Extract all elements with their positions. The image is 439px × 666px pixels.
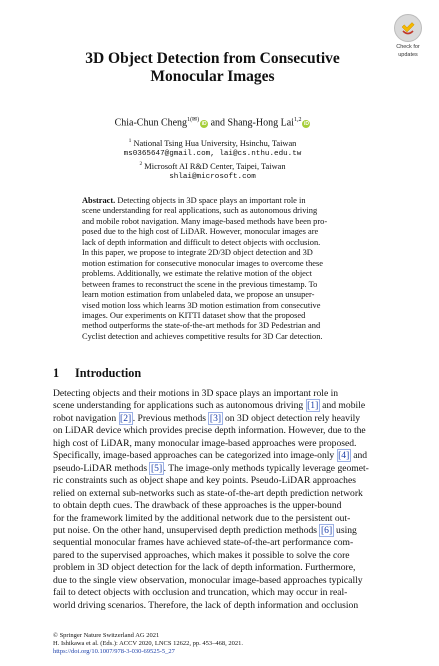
body-text <box>53 388 386 612</box>
copyright-footnote <box>53 632 393 656</box>
body-text-span: and mobile <box>319 400 366 412</box>
copyright-line: © Springer Nature Switzerland AG 2021 <box>53 632 160 639</box>
body-line <box>53 600 386 612</box>
paper-title <box>40 50 385 86</box>
citation-link[interactable]: [4] <box>338 450 350 462</box>
citation-link[interactable]: [5] <box>150 462 163 474</box>
body-text-span: put noise. On the other hand, unsupervised depth prediction methods <box>53 524 320 536</box>
body-text-span: high cost of LiDAR, many monocular image-based approaches were proposed. <box>53 437 357 449</box>
abstract-line: Cyclist detection and achieves competitive results for 3D Car detection. <box>82 331 323 341</box>
citation-link[interactable]: [3] <box>209 412 222 424</box>
body-text-span: ric constraints such as object shape and key points. Pseudo-LiDAR approaches <box>53 475 356 487</box>
abstract-line: images. Our experiments on KITTI dataset show that the proposed <box>82 310 306 320</box>
body-text-span: sequential monocular frames have achieved state-of-the-art performance com- <box>53 537 354 549</box>
body-text-span: on 3D object detection rely heavily <box>222 412 361 424</box>
body-text-span: to obtain depth cues. The drawback of these approaches is the upper-bound <box>53 500 342 512</box>
author-name: Chia-Chun Cheng <box>114 117 188 129</box>
affiliation-email: shlai@microsoft.com <box>169 173 256 182</box>
body-text-span: on LiDAR device which provides precise depth information. However, due to the <box>53 425 366 437</box>
abstract-line: vised motion loss which learns 3D motion estimation from consecutive <box>82 300 321 310</box>
abstract-line: problems. Additionally, we estimate the relative motion of the object <box>82 269 312 279</box>
author-conjunction: and <box>208 117 228 129</box>
body-text-span: . The image-only methods typically leverage geomet- <box>163 462 369 474</box>
body-text-span: and <box>350 450 368 462</box>
body-line <box>53 525 386 537</box>
body-text-span: pared to the supervised approaches, which makes it possible to solve the core <box>53 549 350 561</box>
abstract-line: lack of depth information and difficult to detect objects with occlusion. <box>82 237 321 247</box>
body-line <box>53 413 386 425</box>
citation-link[interactable]: [2] <box>120 412 132 424</box>
abstract-line: scene understanding for real applications, such as autonomous driving <box>82 206 318 216</box>
abstract-line <box>82 196 371 206</box>
body-line <box>53 488 386 500</box>
body-line <box>53 450 386 462</box>
abstract <box>82 196 371 342</box>
abstract-line: In this paper, we propose to integrate 2D/3D object detection and 3D <box>82 248 313 258</box>
author-list <box>40 114 385 129</box>
affiliation-text: Microsoft AI R&D Center, Taipei, Taiwan <box>142 162 286 171</box>
abstract-label: Abstract. <box>82 196 116 205</box>
body-line <box>53 550 386 562</box>
badge-line1: Check for <box>396 44 420 50</box>
abstract-line: between frames to reconstruct the scene in the previous timestamp. To <box>82 279 318 289</box>
title-line2: Monocular Images <box>150 68 275 85</box>
abstract-line: motion estimation for consecutive monocular images to overcome these <box>82 258 323 268</box>
citation-link[interactable]: [1] <box>307 400 319 412</box>
check-for-updates-badge[interactable] <box>391 14 425 64</box>
section-title: Introduction <box>75 366 142 380</box>
body-text-span: Detecting objects and their motions in 3D space plays an important role in <box>53 388 339 399</box>
proceedings-line: H. Ishikawa et al. (Eds.): ACCV 2020, LNCS 12622, pp. 453–468, 2021. <box>53 640 243 647</box>
body-line <box>53 537 386 549</box>
author-superscript: 1(✉) <box>187 117 200 123</box>
orcid-icon[interactable]: iD <box>303 121 309 128</box>
abstract-line: method outperforms the state-of-the-art methods for 3D Pedestrian and <box>82 321 321 331</box>
body-text-span: using <box>333 524 357 536</box>
body-text-span: problem in 3D object detection for the lack of depth information. Furthermore, <box>53 562 356 574</box>
affiliation-1 <box>40 136 385 149</box>
body-text-span: world driving scenarios. Therefore, the lack of depth information and occlusion <box>53 599 359 611</box>
affiliation-number: 1 <box>128 138 132 144</box>
body-text-span: fail to detect objects with occlusion and truncation, which may occur in real- <box>53 587 348 599</box>
body-line <box>53 587 386 599</box>
body-text-span: Specifically, image-based approaches can be categorized into image-only <box>53 450 337 462</box>
body-line <box>53 575 386 587</box>
abstract-line: posed due to the high cost of LiDAR. However, monocular images are <box>82 227 319 237</box>
title-line1: 3D Object Detection from Consecutive <box>85 50 340 67</box>
body-line <box>53 425 386 437</box>
body-line <box>53 562 386 574</box>
body-text-span: scene understanding for applications such as autonomous driving <box>53 400 306 412</box>
affiliation-text: National Tsing Hua University, Hsinchu, Taiwan <box>131 138 297 148</box>
check-for-updates-icon <box>394 14 422 42</box>
body-line <box>53 388 386 400</box>
abstract-line: learn motion estimation from unlabeled data, we propose an unsuper- <box>82 290 315 300</box>
section-number: 1 <box>53 366 60 380</box>
body-line <box>53 475 386 487</box>
affiliation-number: 2 <box>139 161 143 168</box>
affiliations <box>40 136 385 182</box>
section-heading <box>53 366 141 381</box>
abstract-line: and mobile robot navigation. Many image-based methods have been pro- <box>82 216 328 226</box>
badge-line2: updates <box>398 52 418 58</box>
body-text-span: pseudo-LiDAR methods <box>53 462 150 474</box>
body-text-span: for the framework limited by the additional network due to the persistent out- <box>53 512 351 524</box>
body-line <box>53 463 386 475</box>
body-line <box>53 513 386 525</box>
author-superscript: 1,2 <box>293 117 302 123</box>
body-line <box>53 500 386 512</box>
orcid-icon[interactable]: iD <box>201 121 207 128</box>
abstract-text: Detecting objects in 3D space plays an important role in <box>115 196 306 205</box>
affiliation-2 <box>40 159 385 172</box>
author-name: Shang-Hong Lai <box>227 117 294 129</box>
body-text-span: relied on external sub-networks such as state-of-the-art depth prediction network <box>53 487 363 499</box>
body-text-span: due to the single view observation, monocular image-based approaches typically <box>53 574 363 586</box>
affiliation-emails: ms0365647@gmail.com, lai@cs.nthu.edu.tw <box>123 150 302 158</box>
doi-link[interactable]: https://doi.org/10.1007/978-3-030-69525-5_27 <box>53 648 175 655</box>
body-text-span: robot navigation <box>53 412 119 424</box>
body-text-span: . Previous methods <box>132 412 209 424</box>
citation-link[interactable]: [6] <box>320 524 333 536</box>
